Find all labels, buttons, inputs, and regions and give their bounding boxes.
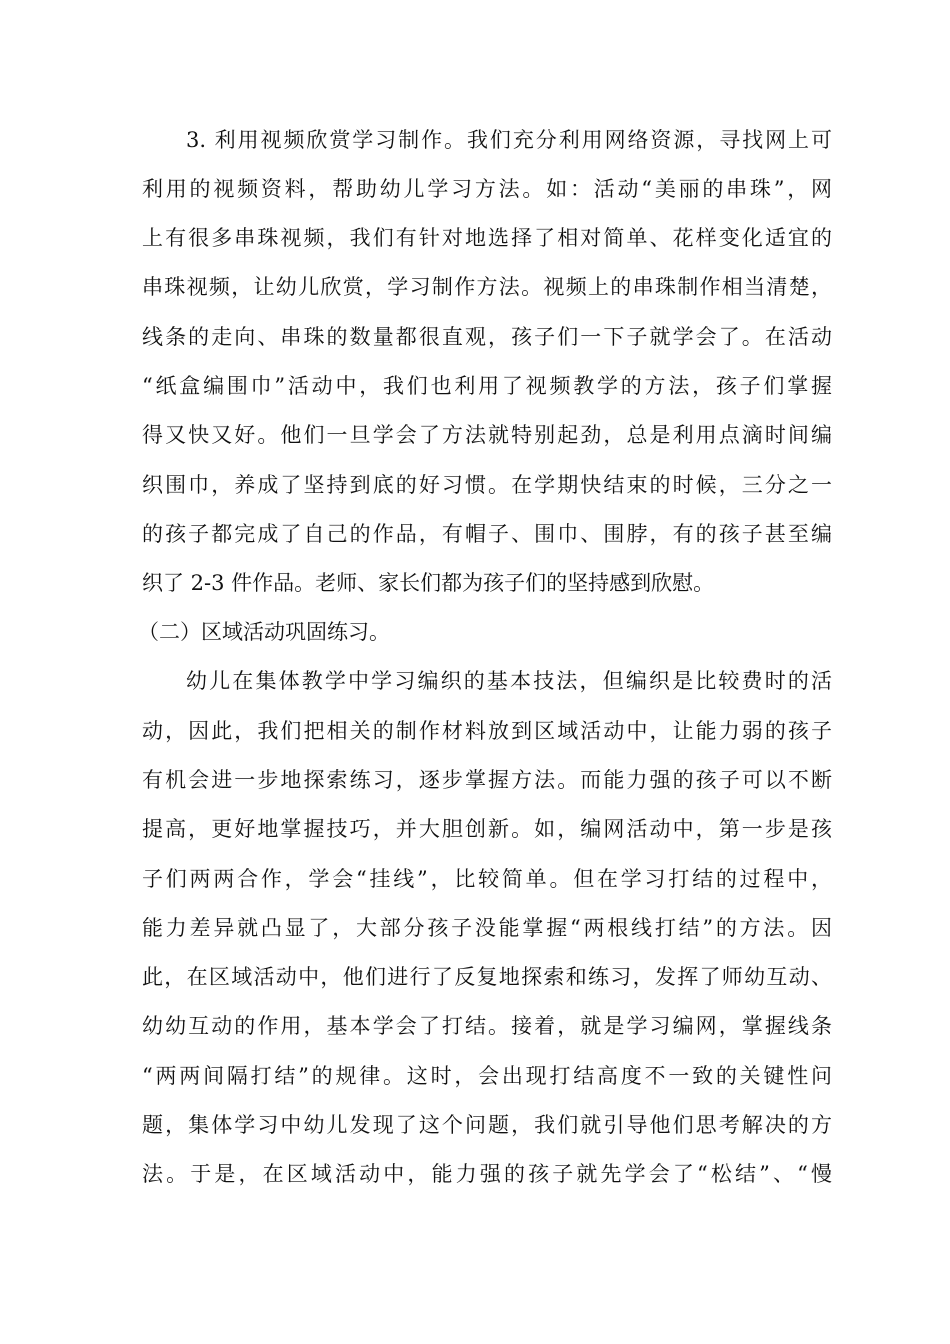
paragraph-2-line-5: 子们两两合作，学会“挂线”，比较简单。但在学习打结的过程中， (142, 867, 832, 891)
paragraph-1-line-6: “纸盒编围巾”活动中，我们也利用了视频教学的方法，孩子们掌握 (142, 374, 832, 398)
paragraph-2-line-4: 提高，更好地掌握技巧，并大胆创新。如，编网活动中，第一步是孩 (142, 817, 832, 841)
paragraph-2-line-3: 有机会进一步地探索练习，逐步掌握方法。而能力强的孩子可以不断 (142, 768, 832, 792)
paragraph-2-line-11: 法。于是，在区域活动中，能力强的孩子就先学会了“松结”、“慢 (142, 1162, 832, 1186)
paragraph-1-line-10: 织了 2-3 件作品。老师、家长们都为孩子们的坚持感到欣慰。 (142, 571, 715, 595)
paragraph-1-line-7: 得又快又好。他们一旦学会了方法就特别起劲，总是利用点滴时间编 (142, 423, 832, 447)
paragraph-1-line-3: 上有很多串珠视频，我们有针对地选择了相对简单、花样变化适宜的 (142, 226, 832, 250)
paragraph-1-line-2: 利用的视频资料，帮助幼儿学习方法。如：活动“美丽的串珠”，网 (142, 177, 832, 201)
paragraph-1-line-4: 串珠视频，让幼儿欣赏，学习制作方法。视频上的串珠制作相当清楚， (142, 275, 832, 299)
paragraph-2-line-1: 幼儿在集体教学中学习编织的基本技法，但编织是比较费时的活 (186, 669, 832, 693)
paragraph-2-line-6: 能力差异就凸显了，大部分孩子没能掌握“两根线打结”的方法。因 (142, 916, 832, 940)
paragraph-2-line-9: “两两间隔打结”的规律。这时，会出现打结高度不一致的关键性问 (142, 1064, 832, 1088)
paragraph-2-line-8: 幼幼互动的作用，基本学会了打结。接着，就是学习编网，掌握线条 (142, 1014, 832, 1038)
section-heading: （二）区域活动巩固练习。 (138, 620, 390, 644)
paragraph-1-line-9: 的孩子都完成了自己的作品，有帽子、围巾、围脖，有的孩子甚至编 (142, 522, 832, 546)
paragraph-1-line-1: 3. 利用视频欣赏学习制作。我们充分利用网络资源，寻找网上可 (186, 128, 832, 152)
paragraph-1-line-8: 织围巾，养成了坚持到底的好习惯。在学期快结束的时候，三分之一 (142, 473, 832, 497)
paragraph-1-line-5: 线条的走向、串珠的数量都很直观，孩子们一下子就学会了。在活动 (142, 325, 832, 349)
paragraph-2-line-10: 题，集体学习中幼儿发现了这个问题，我们就引导他们思考解决的方 (142, 1113, 832, 1137)
paragraph-2-line-2: 动，因此，我们把相关的制作材料放到区域活动中，让能力弱的孩子 (142, 719, 832, 743)
paragraph-2-line-7: 此，在区域活动中，他们进行了反复地探索和练习，发挥了师幼互动、 (142, 965, 832, 989)
